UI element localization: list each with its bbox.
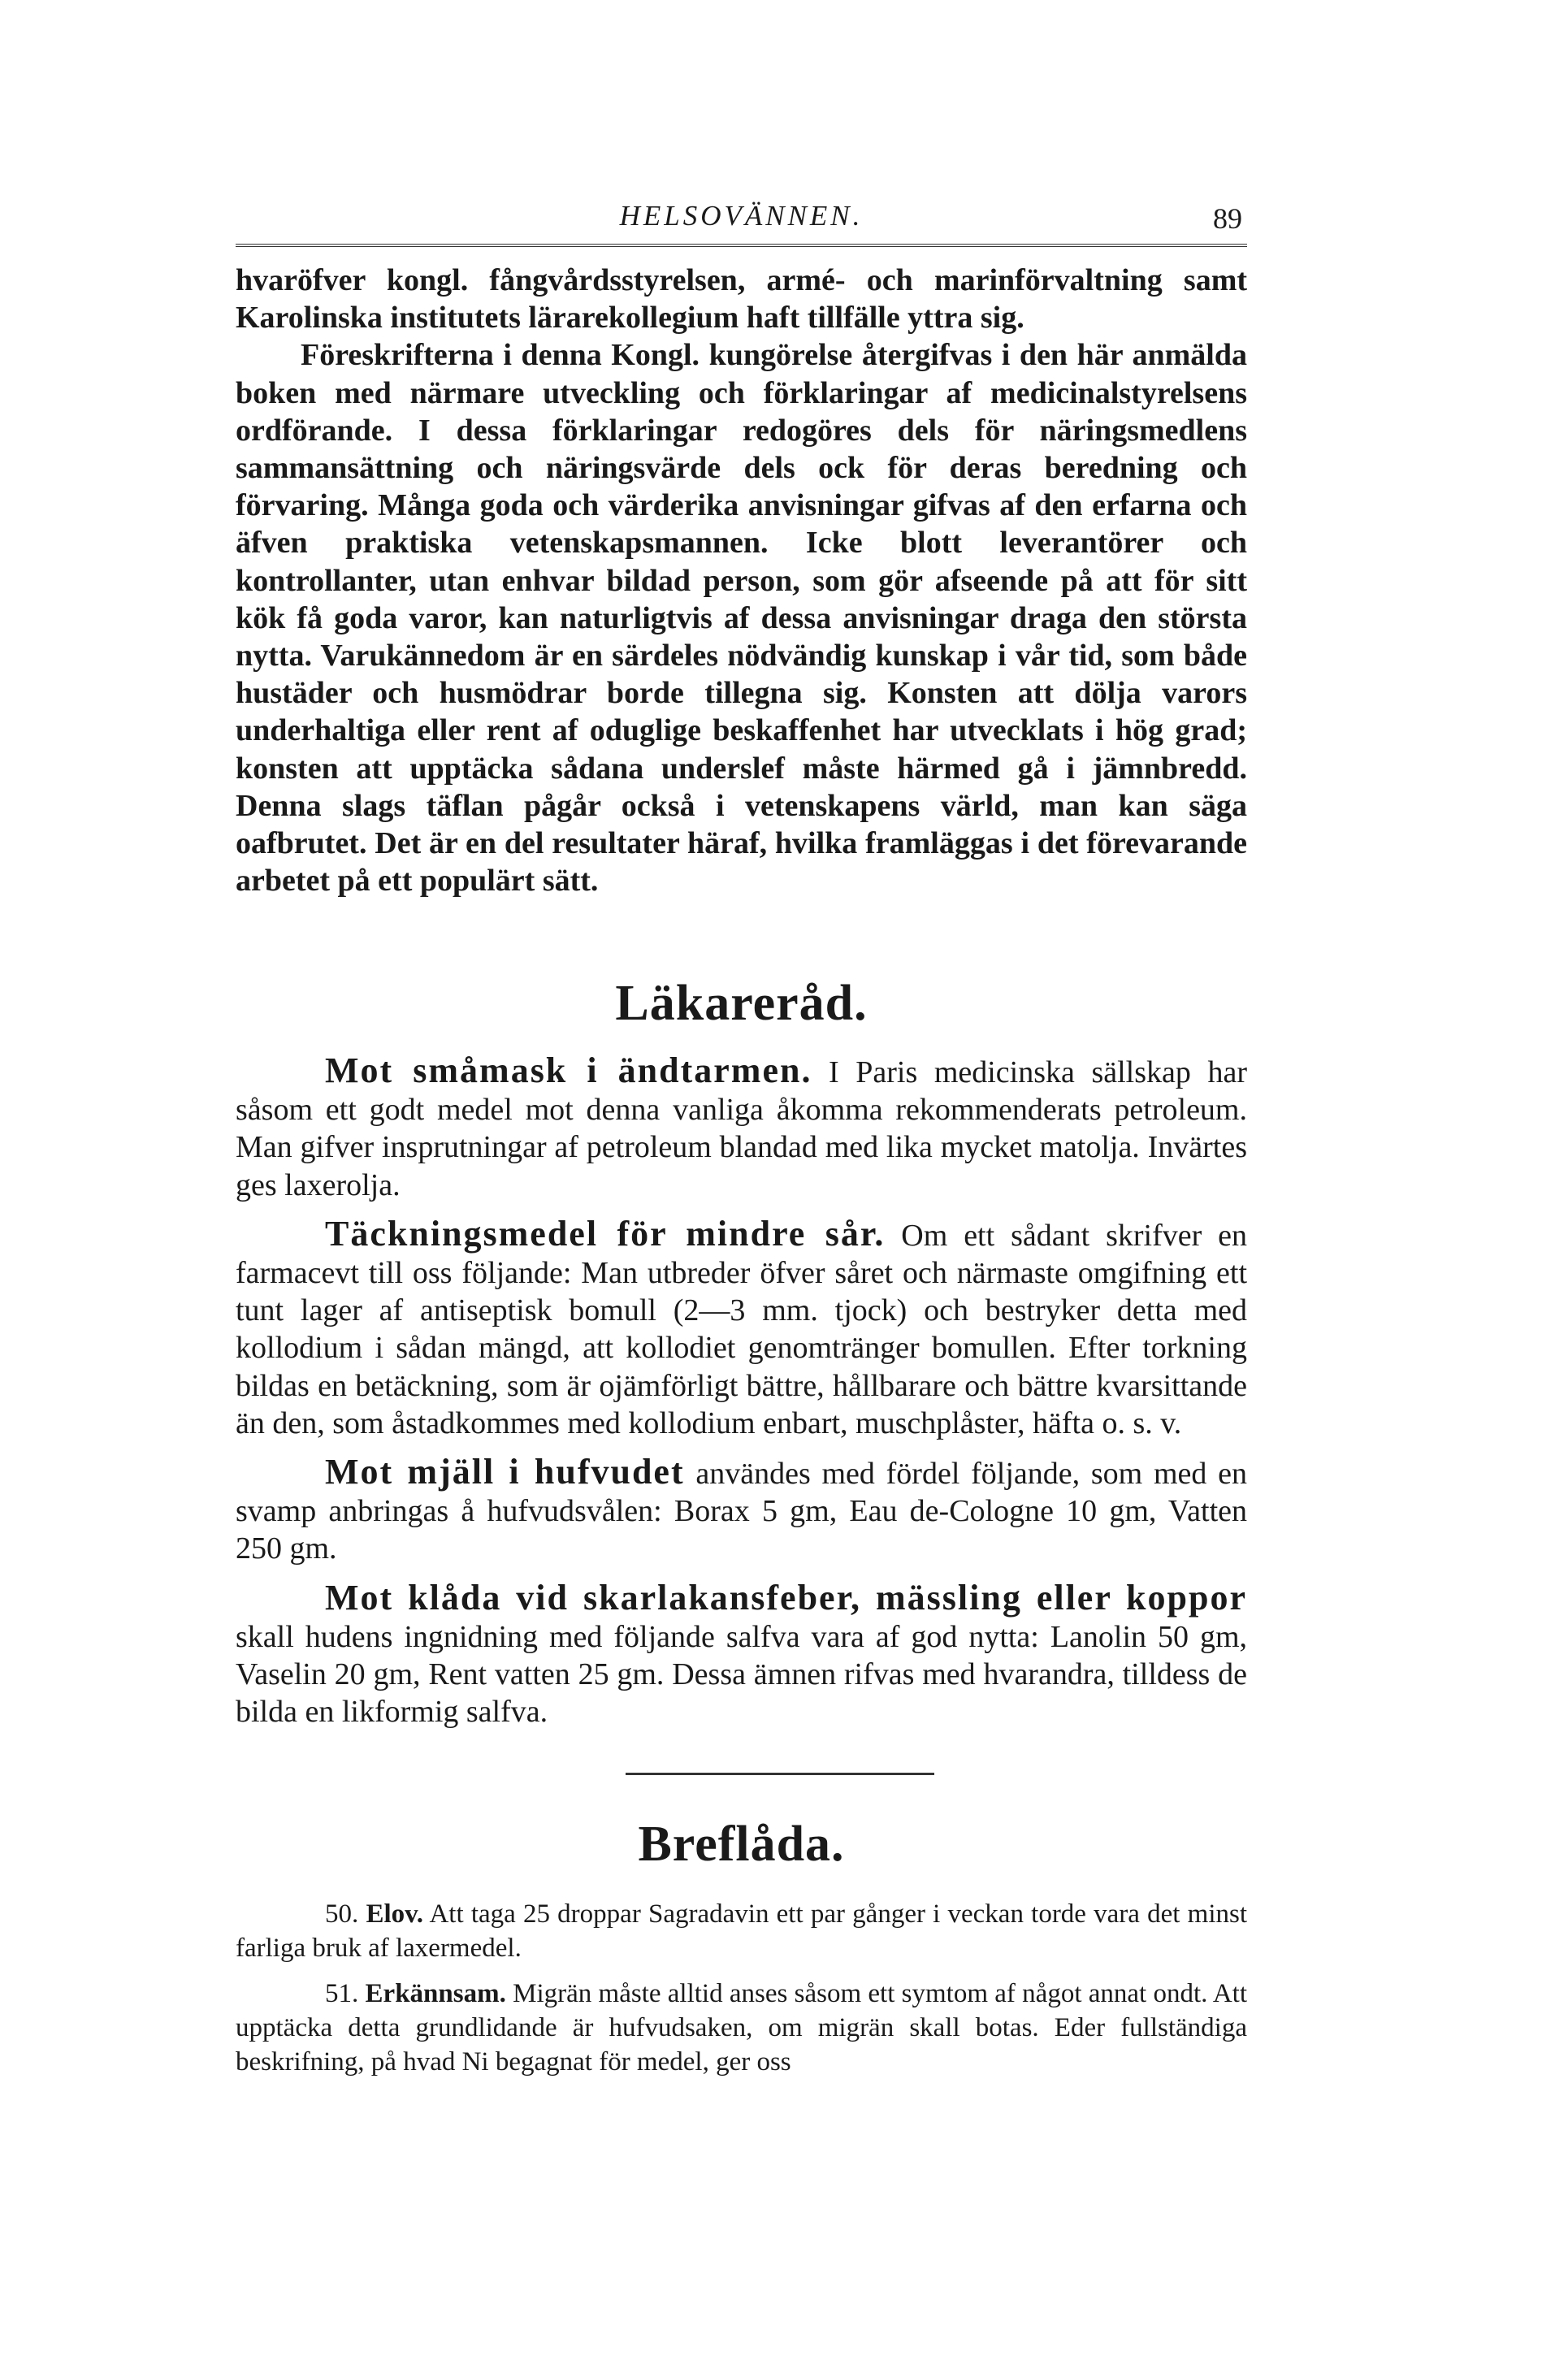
intro-paragraph-1: hvaröfver kongl. fångvårdsstyrelsen, armé- och marinförvaltning samt Karolinska institutets lärarekollegium haft tillfälle yttra sig. xyxy=(236,263,1247,336)
letter-signature: Elov. xyxy=(366,1899,424,1929)
advice-title: Täckningsmedel för mindre sår. xyxy=(325,1213,886,1254)
advice-item xyxy=(236,1453,1247,1568)
advice-title: Mot klåda vid skarlakansfeber, mässling eller koppor xyxy=(325,1577,1247,1618)
letter-signature: Erkännsam. xyxy=(365,1979,506,2008)
advice-text: Om ett sådant skrifver en farmacevt till oss följande: Man utbreder öfver såret och närmaste omgifning ett tunt lager af antiseptisk bomull (2—3 mm. tjock) och bestryker detta med kollodium i sådan mängd, att kollodiet genomtränger bomullen. Efter torkning bildas en betäckning, som är ojämförligt bättre, hållbarare och bättre kvarsittande än den, som åstadkommes med kollodium enbart, muschplåster, häfta o. s. v. xyxy=(236,1218,1248,1440)
letter-number: 51. xyxy=(325,1979,359,2008)
letter-text: Att taga 25 droppar Sagradavin ett par gånger i veckan torde vara det minst farliga bruk af laxermedel. xyxy=(236,1899,1247,1963)
advice-text: skall hudens ingnidning med följande salfva vara af god nytta: Lanolin 50 gm, Vaselin 20 gm, Rent vatten 25 gm. Dessa ämnen rifvas med hvarandra, tilldess de bilda en likformig salfva. xyxy=(236,1619,1247,1730)
advice-title: Mot småmask i ändtarmen. xyxy=(325,1050,812,1090)
advice-item xyxy=(236,1052,1247,1204)
letter-number: 50. xyxy=(325,1899,359,1929)
running-title: HELSOVÄNNEN. xyxy=(619,200,864,232)
letter-text: Migrän måste alltid anses såsom ett symtom af något annat ondt. Att upptäcka detta grundlidande är hufvudsaken, om migrän skall botas. Eder fullständiga beskrifning, på hvad Ni begagnat för medel, ger oss xyxy=(236,1979,1248,2077)
letter-item xyxy=(236,1897,1247,1965)
advice-text: användes med fördel följande, som med en svamp anbringas å hufvudsvålen: Borax 5 gm, Eau de-Cologne 10 gm, Vatten 250 gm. xyxy=(236,1457,1247,1566)
advice-text: I Paris medicinska sällskap har såsom ett godt medel mot denna vanliga åkomma rekommenderats petroleum. Man gifver insprutningar af petroleum blandad med lika mycket matolja. Invärtes ges laxerolja. xyxy=(236,1055,1247,1202)
section-heading-lakarerad: Läkareråd. xyxy=(615,976,868,1031)
running-header xyxy=(236,195,1247,247)
advice-title: Mot mjäll i hufvudet xyxy=(325,1452,685,1492)
intro-paragraph-2: Föreskrifterna i denna Kongl. kungörelse återgifvas i den här anmälda boken med närmare utveckling och förklaringar af medicinalstyrelsens ordförande. I dessa förklaringar redogöres dels för näringsmedlens sammansättning och näringsvärde dels ock för deras beredning och förvaring. Många goda och värderika anvisningar gifvas af den erfarna och äfven praktiska vetenskapsmannen. Icke blott leverantörer och kontrollanter, utan enhvar bildad person, som gör afseende på att för sitt kök få goda varor, kan naturligtvis af dessa anvisningar draga den största nytta. Varukännedom är en särdeles nödvändig kunskap i vår tid, som både hustäder och husmödrar borde tillegna sig. Konsten att dölja varors underhaltiga eller rent af oduglige beskaffenhet har utvecklats i hög grad; konsten att upptäcka sådana underslef måste härmed gå i jämnbredd. Denna slags täflan pågår också i vetenskapens värld, man kan säga oafbrutet. Det är en del resultater häraf, hvilka framläggas i det förevarande arbetet på ett populärt sätt. xyxy=(236,338,1247,899)
advice-section xyxy=(236,1052,1247,1742)
section-divider xyxy=(626,1773,934,1775)
letters-section xyxy=(236,1897,1247,2090)
advice-item xyxy=(236,1579,1247,1731)
intro-text xyxy=(236,262,1247,899)
section-heading-breflada: Breflåda. xyxy=(638,1817,845,1872)
letter-item xyxy=(236,1977,1247,2079)
advice-item xyxy=(236,1215,1247,1442)
page-number: 89 xyxy=(1213,202,1242,235)
